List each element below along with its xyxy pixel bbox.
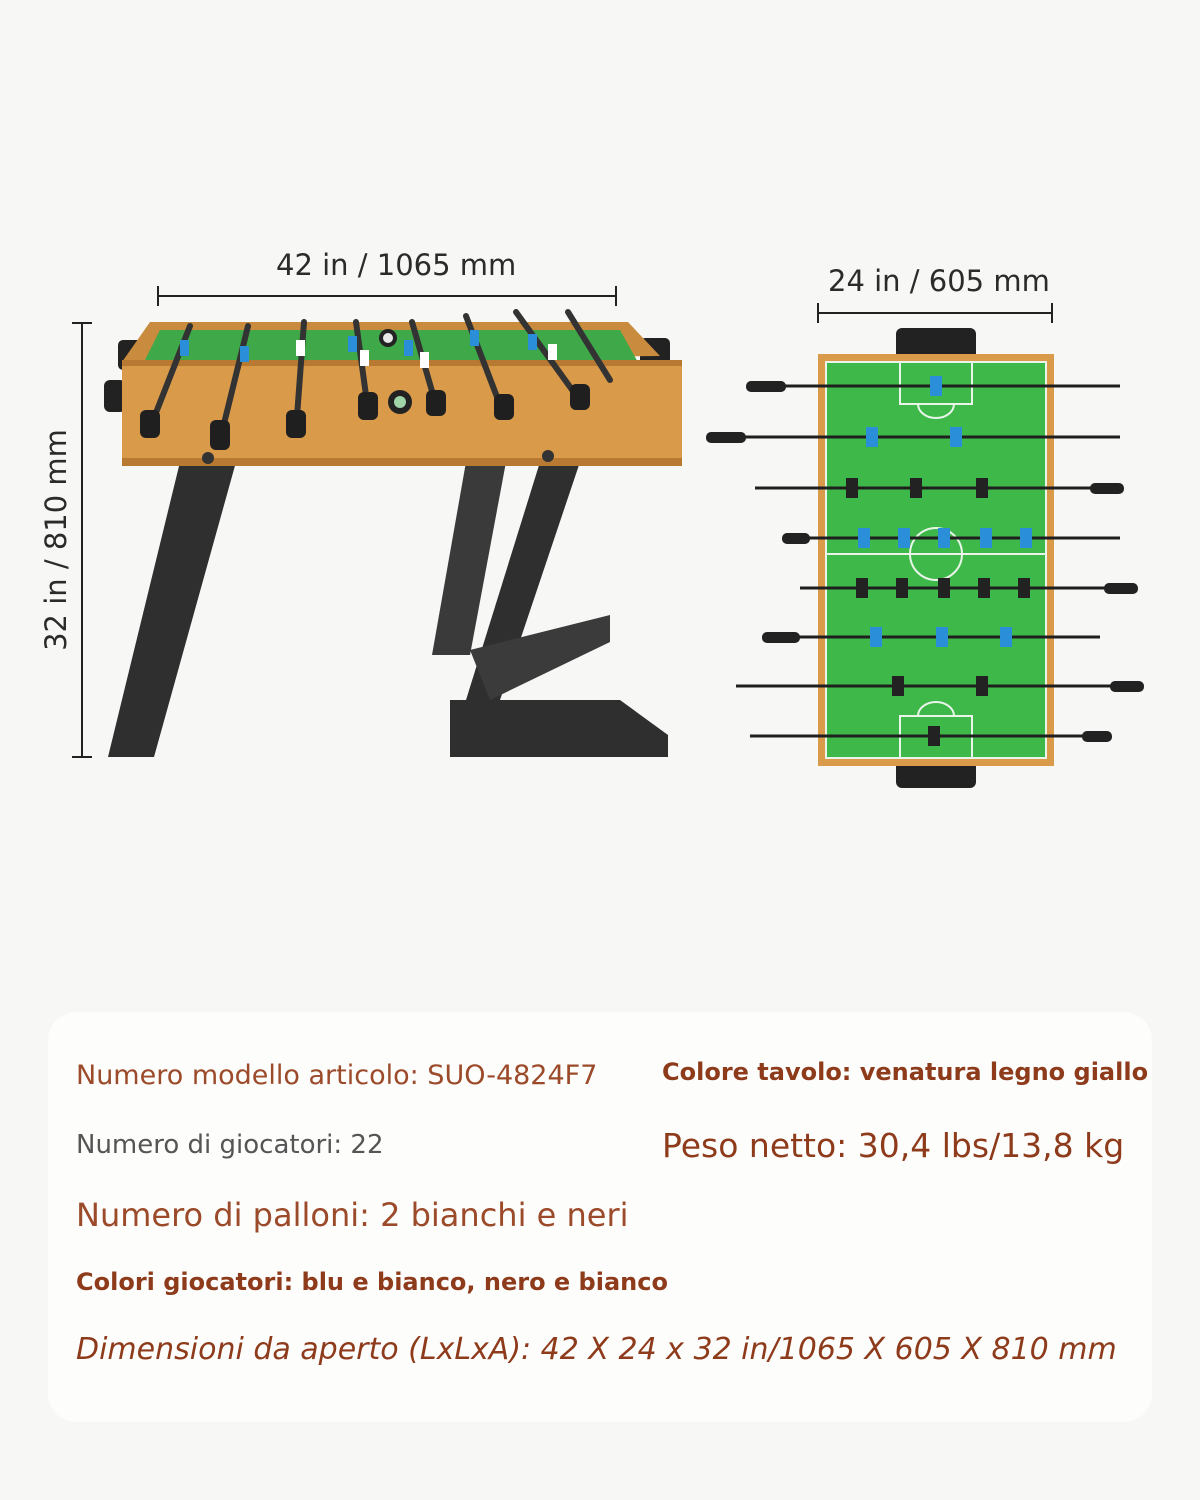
table-leg-foot — [450, 700, 668, 757]
height-dimension-line — [72, 323, 92, 757]
foosball-table-side-view — [104, 312, 682, 757]
table-left-leg — [108, 462, 236, 757]
spec-model-number: Numero modello articolo: SUO-4824F7 — [76, 1060, 598, 1091]
spec-number-of-balls: Numero di palloni: 2 bianchi e neri — [76, 1196, 629, 1234]
top-view-field — [826, 362, 1046, 758]
height-dimension-label: 32 in / 810 mm — [39, 429, 73, 651]
spec-number-of-players: Numero di giocatori: 22 — [76, 1130, 384, 1160]
spec-open-dimensions: Dimensioni da aperto (LxLxA): 42 X 24 x 32 in/1065 X 605 X 810 mm — [76, 1332, 1117, 1367]
spec-table-color: Colore tavolo: venatura legno giallo — [662, 1058, 1149, 1086]
length-dimension-line — [158, 286, 616, 306]
foosball-table-top-view — [706, 328, 1144, 788]
spec-player-colors: Colori giocatori: blu e bianco, nero e bianco — [76, 1268, 668, 1296]
spec-net-weight: Peso netto: 30,4 lbs/13,8 kg — [662, 1126, 1125, 1165]
width-dimension-line — [818, 303, 1052, 323]
length-dimension-label: 42 in / 1065 mm — [276, 248, 517, 282]
width-dimension-label: 24 in / 605 mm — [828, 264, 1050, 298]
